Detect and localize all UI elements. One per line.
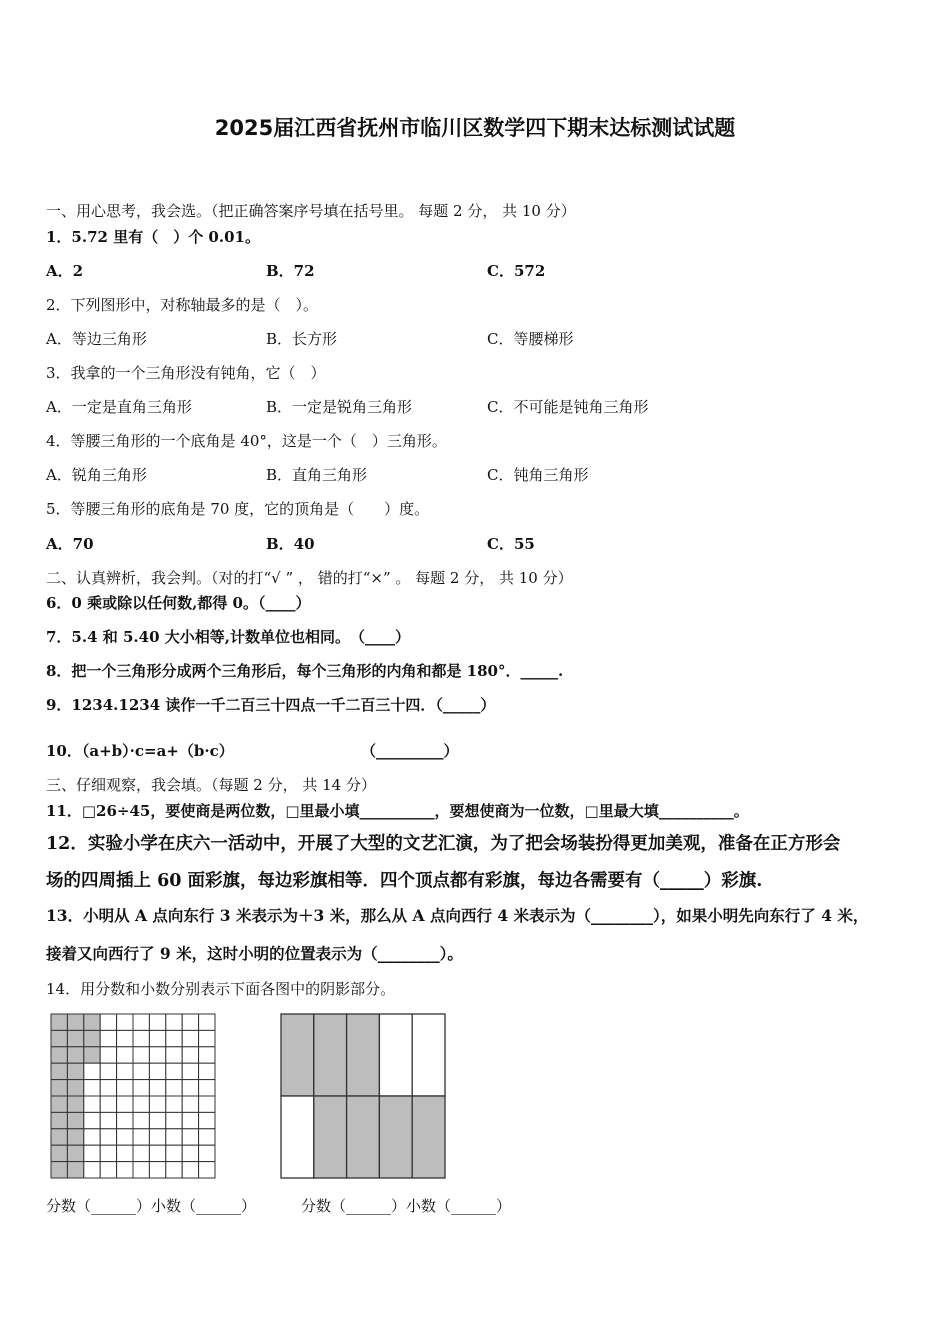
q10-answer-blank: （_________）	[361, 742, 459, 760]
grid-cell	[182, 1096, 198, 1112]
grid-cell-shaded	[67, 1096, 83, 1112]
grid-cell	[199, 1047, 215, 1063]
grid-cell	[117, 1030, 133, 1046]
grid-cell	[199, 1014, 215, 1030]
grid-cell	[117, 1162, 133, 1178]
grid-cell	[100, 1112, 116, 1128]
ten-part-figure	[279, 1012, 447, 1180]
grid-cell-shaded	[51, 1063, 67, 1079]
part-cell-shaded	[281, 1014, 314, 1096]
q2-option-c: C．等腰梯形	[487, 330, 574, 348]
grid-cell-shaded	[51, 1080, 67, 1096]
question-8: 8．把一个三角形分成两个三角形后，每个三角形的内角和都是 180°．_____.	[46, 662, 564, 680]
grid-cell-shaded	[51, 1129, 67, 1145]
grid-cell	[149, 1014, 165, 1030]
part-cell-shaded	[314, 1014, 347, 1096]
grid-cell	[84, 1080, 100, 1096]
q1-option-b: B．72	[266, 262, 315, 280]
grid-cell	[117, 1047, 133, 1063]
grid-cell	[166, 1047, 182, 1063]
grid-cell	[133, 1096, 149, 1112]
q5-option-c: C．55	[487, 535, 535, 553]
grid-cell	[182, 1112, 198, 1128]
grid-cell	[182, 1063, 198, 1079]
grid-cell	[166, 1080, 182, 1096]
grid-cell-shaded	[51, 1162, 67, 1178]
grid-cell	[166, 1096, 182, 1112]
grid-cell	[133, 1030, 149, 1046]
grid-cell	[133, 1129, 149, 1145]
grid-cell	[117, 1096, 133, 1112]
grid-cell-shaded	[51, 1145, 67, 1161]
grid-cell	[166, 1014, 182, 1030]
grid-cell	[84, 1145, 100, 1161]
section-1-heading: 一、用心思考，我会选。（把正确答案序号填在括号里。 每题 2 分， 共 10 分）	[46, 202, 576, 220]
part-cell-shaded	[314, 1096, 347, 1178]
q2-option-b: B．长方形	[266, 330, 338, 348]
question-14: 14．用分数和小数分别表示下面各图中的阴影部分。	[46, 980, 396, 998]
grid-cell	[166, 1145, 182, 1161]
grid-cell	[100, 1063, 116, 1079]
grid-cell	[117, 1112, 133, 1128]
grid-cell	[182, 1080, 198, 1096]
grid-cell-shaded	[51, 1030, 67, 1046]
grid-cell	[182, 1014, 198, 1030]
q3-option-c: C．不可能是钝角三角形	[487, 398, 649, 416]
grid-cell-shaded	[67, 1162, 83, 1178]
grid-cell	[149, 1145, 165, 1161]
grid-cell-shaded	[67, 1063, 83, 1079]
question-10: 10．（a+b）·c=a+（b·c）	[46, 742, 234, 760]
grid-cell-shaded	[84, 1047, 100, 1063]
q5-option-a: A．70	[46, 535, 94, 553]
grid-cell	[199, 1112, 215, 1128]
grid-cell	[133, 1014, 149, 1030]
grid-cell-shaded	[84, 1014, 100, 1030]
grid-cell	[133, 1112, 149, 1128]
part-cell	[379, 1014, 412, 1096]
grid-cell	[117, 1129, 133, 1145]
grid-cell	[133, 1063, 149, 1079]
q4-option-c: C．钝角三角形	[487, 466, 589, 484]
question-3: 3．我拿的一个三角形没有钝角，它（ ）	[46, 364, 326, 382]
grid-cell-shaded	[67, 1112, 83, 1128]
grid-cell	[133, 1080, 149, 1096]
question-11: 11．□26÷45，要使商是两位数，□里最小填__________，要想使商为一位数，□里最大填__________。	[46, 802, 749, 820]
question-5: 5．等腰三角形的底角是 70 度，它的顶角是（ ）度。	[46, 500, 430, 518]
grid-cell	[166, 1063, 182, 1079]
q2-option-a: A．等边三角形	[46, 330, 147, 348]
grid-cell-shaded	[67, 1030, 83, 1046]
part-cell	[412, 1014, 445, 1096]
hundred-grid-figure	[49, 1012, 217, 1180]
question-13-line-2: 接着又向西行了 9 米，这时小明的位置表示为（________）。	[46, 944, 463, 963]
grid-cell	[149, 1047, 165, 1063]
grid-cell	[199, 1145, 215, 1161]
grid-cell	[100, 1030, 116, 1046]
grid-cell	[199, 1129, 215, 1145]
grid-cell	[100, 1145, 116, 1161]
grid-cell	[84, 1096, 100, 1112]
grid-cell	[182, 1047, 198, 1063]
part-cell-shaded	[379, 1096, 412, 1178]
grid-cell	[84, 1112, 100, 1128]
grid-cell	[149, 1080, 165, 1096]
grid-cell	[166, 1030, 182, 1046]
grid-cell	[117, 1014, 133, 1030]
grid-cell	[117, 1063, 133, 1079]
grid-cell	[117, 1080, 133, 1096]
question-7: 7．5.4 和 5.40 大小相等,计数单位也相同。 （____）	[46, 628, 410, 646]
grid-cell	[133, 1162, 149, 1178]
question-12-line-2: 场的四周插上 60 面彩旗，每边彩旗相等．四个顶点都有彩旗，每边各需要有（_____）彩旗.	[46, 871, 763, 891]
question-12-line-1: 12．实验小学在庆六一活动中，开展了大型的文艺汇演，为了把会场装扮得更加美观，准备在正方形会	[46, 834, 841, 854]
grid-cell-shaded	[67, 1145, 83, 1161]
part-cell-shaded	[347, 1014, 380, 1096]
q14-answer-figure-2: 分数（______）小数（______）	[301, 1197, 512, 1215]
grid-cell	[199, 1030, 215, 1046]
q1-option-a: A．2	[46, 262, 84, 280]
grid-cell	[100, 1014, 116, 1030]
grid-cell	[182, 1162, 198, 1178]
question-1: 1．5.72 里有（ ）个 0.01。	[46, 228, 260, 246]
grid-cell	[166, 1129, 182, 1145]
part-cell-shaded	[347, 1096, 380, 1178]
grid-cell	[199, 1080, 215, 1096]
q14-answer-figure-1: 分数（______）小数（______）	[46, 1197, 257, 1215]
grid-cell-shaded	[51, 1112, 67, 1128]
question-9: 9．1234.1234 读作一千二百三十四点一千二百三十四．（_____）	[46, 696, 496, 714]
grid-cell	[166, 1162, 182, 1178]
grid-cell-shaded	[67, 1080, 83, 1096]
grid-cell-shaded	[67, 1047, 83, 1063]
grid-cell	[199, 1063, 215, 1079]
q4-option-a: A．锐角三角形	[46, 466, 147, 484]
grid-cell-shaded	[51, 1014, 67, 1030]
grid-cell	[182, 1129, 198, 1145]
grid-cell	[100, 1047, 116, 1063]
grid-cell	[199, 1162, 215, 1178]
part-cell	[281, 1096, 314, 1178]
grid-cell	[166, 1112, 182, 1128]
grid-cell	[100, 1129, 116, 1145]
question-4: 4．等腰三角形的一个底角是 40°，这是一个（ ）三角形。	[46, 432, 447, 450]
grid-cell-shaded	[67, 1014, 83, 1030]
q1-option-c: C．572	[487, 262, 546, 280]
grid-cell	[100, 1096, 116, 1112]
q3-option-b: B．一定是锐角三角形	[266, 398, 413, 416]
grid-cell	[133, 1047, 149, 1063]
grid-cell	[133, 1145, 149, 1161]
question-13-line-1: 13．小明从 A 点向东行 3 米表示为＋3 米，那么从 A 点向西行 4 米表示为（________），如果小明先向东行了 4 米，	[46, 906, 869, 925]
grid-cell	[100, 1080, 116, 1096]
q3-option-a: A．一定是直角三角形	[46, 398, 192, 416]
section-2-heading: 二、认真辨析，我会判。（对的打“√ ” ， 错的打“×” 。 每题 2 分， 共 10 分）	[46, 569, 573, 587]
grid-cell-shaded	[51, 1096, 67, 1112]
grid-cell	[84, 1063, 100, 1079]
grid-cell	[182, 1145, 198, 1161]
grid-cell	[149, 1129, 165, 1145]
q4-option-b: B．直角三角形	[266, 466, 368, 484]
grid-cell-shaded	[51, 1047, 67, 1063]
grid-cell	[84, 1129, 100, 1145]
page-title: 2025届江西省抚州市临川区数学四下期末达标测试试题	[214, 116, 736, 140]
grid-cell	[100, 1162, 116, 1178]
grid-cell	[117, 1145, 133, 1161]
grid-cell	[149, 1096, 165, 1112]
grid-cell	[199, 1096, 215, 1112]
part-cell-shaded	[412, 1096, 445, 1178]
grid-cell	[149, 1063, 165, 1079]
grid-cell	[149, 1162, 165, 1178]
grid-cell	[84, 1162, 100, 1178]
grid-cell-shaded	[84, 1030, 100, 1046]
grid-cell	[182, 1030, 198, 1046]
grid-cell	[149, 1112, 165, 1128]
question-6: 6．0 乘或除以任何数,都得 0。（____）	[46, 594, 311, 612]
q5-option-b: B．40	[266, 535, 315, 553]
grid-cell	[149, 1030, 165, 1046]
section-3-heading: 三、仔细观察，我会填。（每题 2 分， 共 14 分）	[46, 776, 376, 794]
question-2: 2．下列图形中，对称轴最多的是（ ）。	[46, 296, 319, 314]
grid-cell-shaded	[67, 1129, 83, 1145]
